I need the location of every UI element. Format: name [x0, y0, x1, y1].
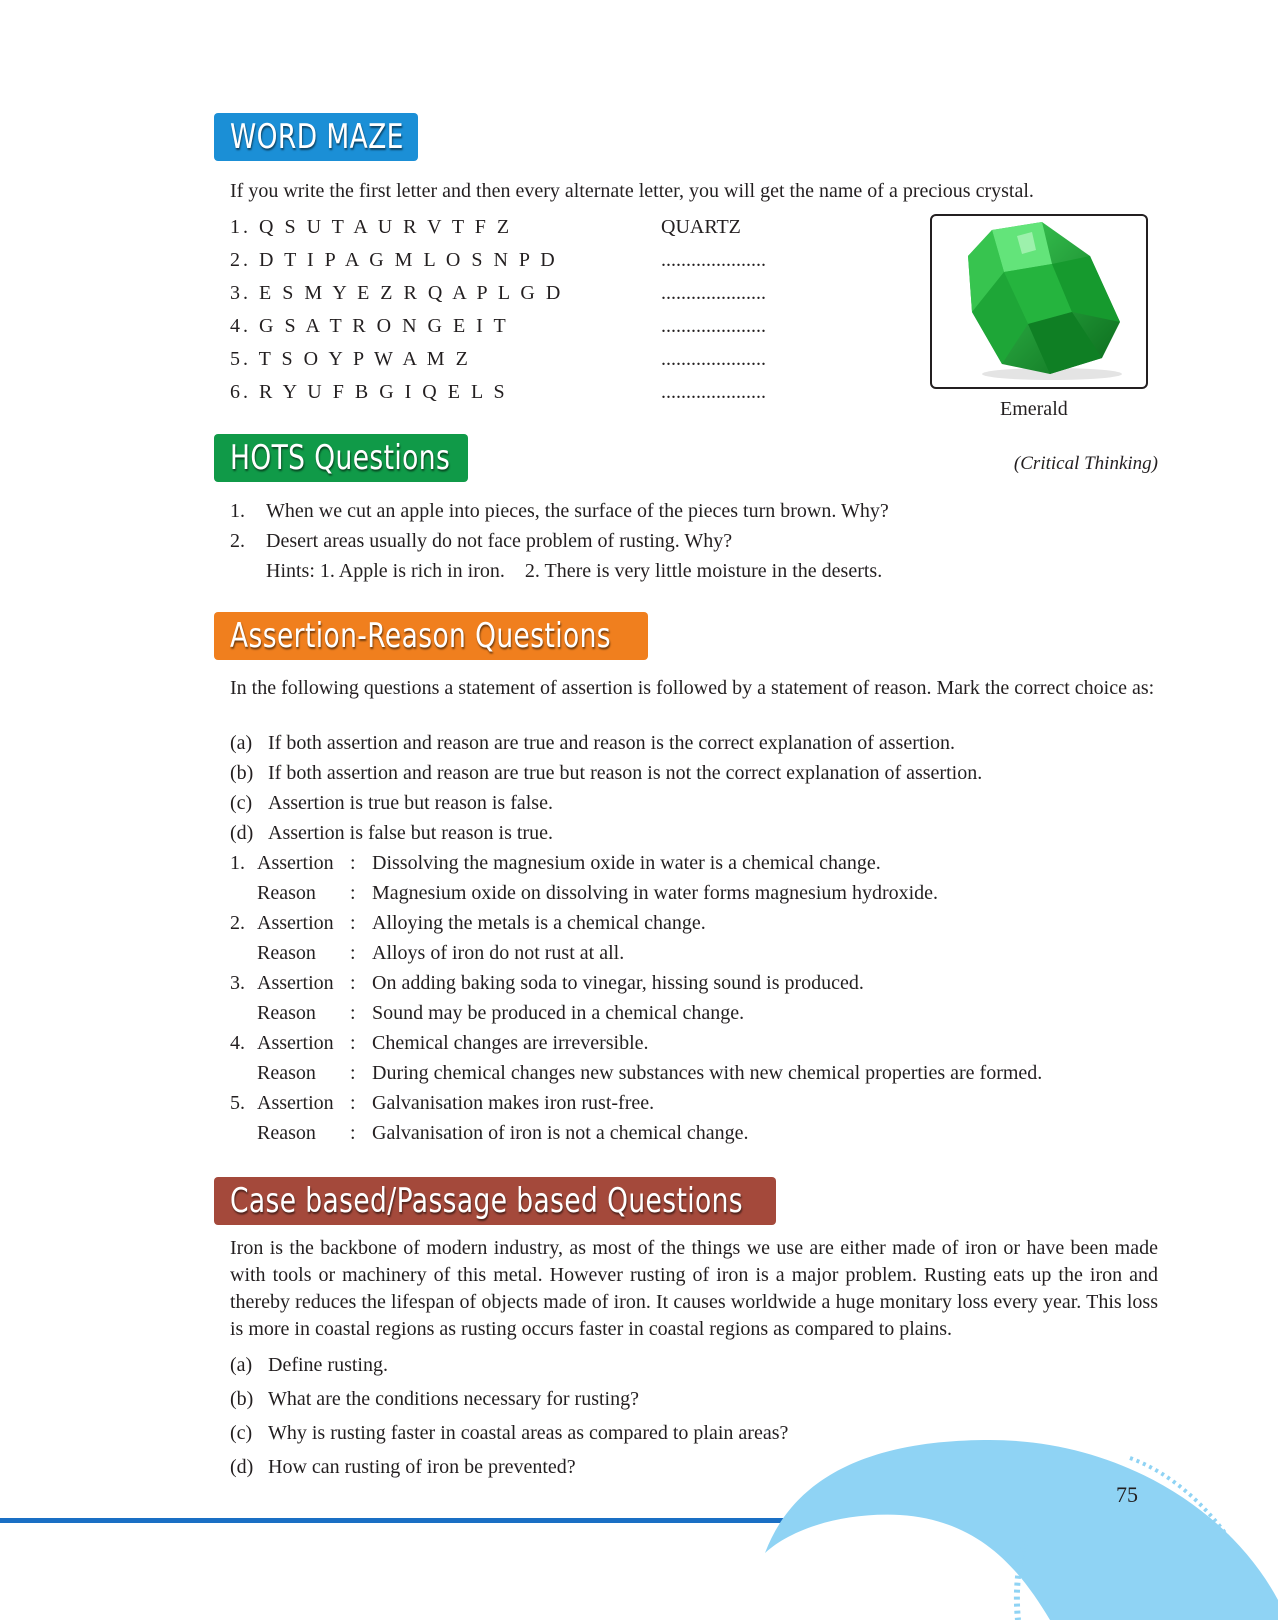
assertion-text: Dissolving the magnesium oxide in water is a chemical change.: [372, 852, 881, 874]
reason-label: Reason: [257, 1002, 316, 1024]
reason-text: Alloys of iron do not rust at all.: [372, 942, 625, 964]
case-question: (d) How can rusting of iron be prevented?: [230, 1456, 576, 1478]
assertion-text: Galvanisation makes iron rust-free.: [372, 1092, 655, 1114]
reason-label: Reason: [257, 1122, 316, 1144]
word-maze-heading: WORD MAZE: [214, 113, 418, 161]
maze-answer: .....................: [661, 315, 766, 337]
colon: :: [350, 1122, 356, 1144]
hots-subtitle: (Critical Thinking): [1013, 453, 1158, 474]
colon: :: [350, 942, 356, 964]
item-number: 5.: [230, 1092, 245, 1114]
page-number: 75: [1116, 1482, 1138, 1507]
reason-label: Reason: [257, 1062, 316, 1084]
maze-answer: .....................: [661, 381, 766, 403]
item-number: 3.: [230, 972, 245, 994]
colon: :: [350, 852, 356, 874]
assertion-intro: In the following questions a statement of assertion is followed by a statement of reason. Mark the correct choice as:: [230, 677, 1155, 699]
colon: :: [350, 1002, 356, 1024]
case-question: (a) Define rusting.: [230, 1354, 388, 1376]
hots-hints: Hints: 1. Apple is rich in iron. 2. There is very little moisture in the deserts.: [266, 560, 883, 582]
maze-item: 1. Q S U T A U R V T F Z: [230, 216, 513, 238]
assertion-text: On adding baking soda to vinegar, hissing sound is produced.: [372, 972, 864, 994]
colon: :: [350, 972, 356, 994]
reason-text: Galvanisation of iron is not a chemical change.: [372, 1122, 749, 1144]
choice-item: (a) If both assertion and reason are true and reason is the correct explanation of assertion.: [230, 732, 955, 754]
item-number: 1.: [230, 852, 245, 874]
case-question: (b) What are the conditions necessary for rusting?: [230, 1388, 639, 1410]
footer-wave-decoration: [0, 1430, 1278, 1620]
assertion-heading: Assertion-Reason Questions: [214, 612, 648, 660]
maze-item: 4. G S A T R O N G E I T: [230, 315, 509, 337]
reason-text: During chemical changes new substances with new chemical properties are formed.: [372, 1062, 1043, 1084]
item-number: 2.: [230, 912, 245, 934]
maze-answer: .....................: [661, 282, 766, 304]
word-maze-instruction: If you write the first letter and then every alternate letter, you will get the name of a precious crystal.: [230, 180, 1034, 202]
reason-label: Reason: [257, 942, 316, 964]
colon: :: [350, 1032, 356, 1054]
colon: :: [350, 1092, 356, 1114]
reason-text: Sound may be produced in a chemical change.: [372, 1002, 745, 1024]
choice-item: (c) Assertion is true but reason is false.: [230, 792, 553, 814]
assertion-text: Alloying the metals is a chemical change.: [372, 912, 706, 934]
assertion-label: Assertion: [257, 972, 334, 994]
assertion-label: Assertion: [257, 1092, 334, 1114]
reason-label: Reason: [257, 882, 316, 904]
maze-item: 3. E S M Y E Z R Q A P L G D: [230, 282, 564, 304]
colon: :: [350, 912, 356, 934]
emerald-caption: Emerald: [1000, 398, 1068, 420]
choice-item: (b) If both assertion and reason are true but reason is not the correct explanation of assertion.: [230, 762, 983, 784]
item-number: 4.: [230, 1032, 245, 1054]
assertion-label: Assertion: [257, 1032, 334, 1054]
reason-text: Magnesium oxide on dissolving in water forms magnesium hydroxide.: [372, 882, 939, 904]
assertion-text: Chemical changes are irreversible.: [372, 1032, 649, 1054]
hots-heading: HOTS Questions: [214, 434, 468, 482]
maze-answer: QUARTZ: [661, 216, 741, 238]
hots-question: 2. Desert areas usually do not face problem of rusting. Why?: [230, 530, 733, 552]
maze-item: 5. T S O Y P W A M Z: [230, 348, 471, 370]
case-based-heading: Case based/Passage based Questions: [214, 1177, 776, 1225]
maze-answer: .....................: [661, 348, 766, 370]
maze-item: 2. D T I P A G M L O S N P D: [230, 249, 558, 271]
assertion-label: Assertion: [257, 852, 334, 874]
maze-item: 6. R Y U F B G I Q E L S: [230, 381, 508, 403]
emerald-image-frame: [930, 214, 1148, 389]
maze-answer: .....................: [661, 249, 766, 271]
hots-question: 1. When we cut an apple into pieces, the surface of the pieces turn brown. Why?: [230, 500, 889, 522]
colon: :: [350, 882, 356, 904]
case-question: (c) Why is rusting faster in coastal areas as compared to plain areas?: [230, 1422, 789, 1444]
colon: :: [350, 1062, 356, 1084]
case-passage: Iron is the backbone of modern industry, as most of the things we use are either made of iron or have been made with tools or machinery of this metal. However rusting of iron is a major problem. Rusting eats up the iron and thereby reduces the lifespan of objects made of iron. It causes worldwide a huge monitary loss every year. This loss is more in coastal regions as rusting occurs faster in coastal regions as compared to plains.: [230, 1237, 1158, 1340]
emerald-gem-icon: [932, 216, 1146, 387]
choice-item: (d) Assertion is false but reason is true.: [230, 822, 553, 844]
assertion-label: Assertion: [257, 912, 334, 934]
